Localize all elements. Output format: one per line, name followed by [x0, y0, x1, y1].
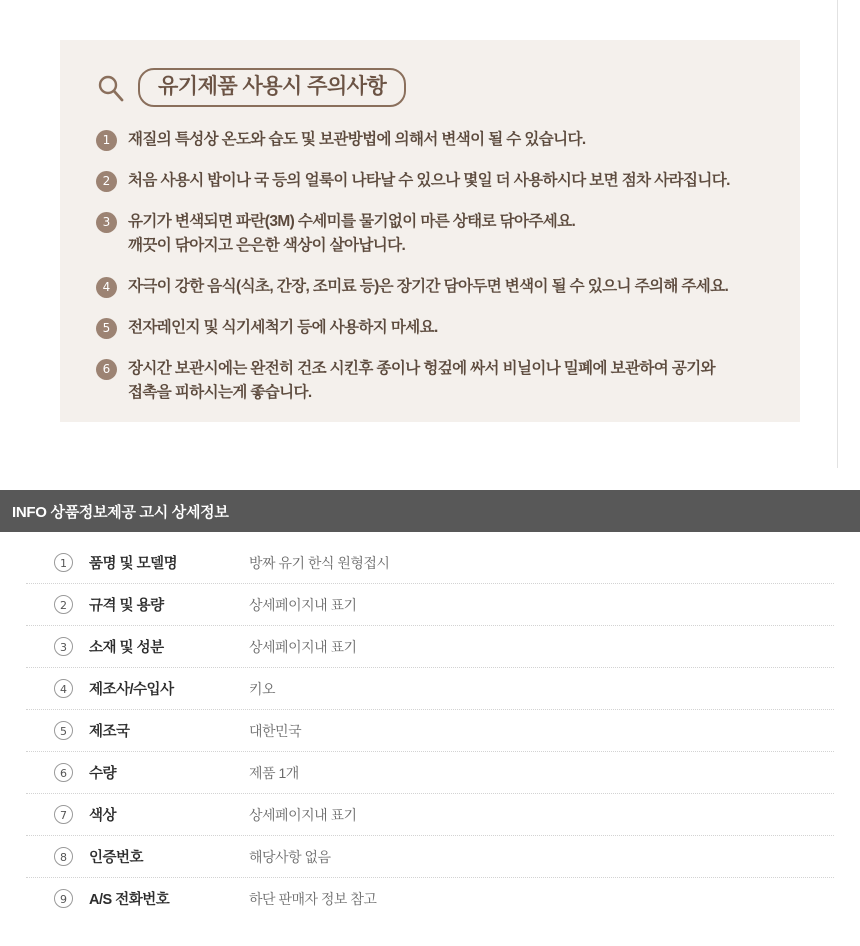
info-section-title: INFO 상품정보제공 고시 상세정보 — [12, 503, 229, 521]
notice-item-line: 자극이 강한 음식(식초, 간장, 조미료 등)은 장기간 담아두면 변색이 될 수 있으니 주의해 주세요. — [128, 278, 729, 296]
notice-item-text — [128, 128, 586, 152]
notice-panel — [60, 40, 800, 422]
table-row — [26, 752, 834, 794]
notice-item-number: 6 — [96, 359, 117, 380]
row-label: 제조사/수입사 — [89, 682, 174, 698]
notice-item-text — [128, 210, 575, 258]
notice-item-line: 접촉을 피하시는게 좋습니다. — [128, 384, 312, 402]
notice-item-text — [128, 169, 730, 193]
table-row — [26, 626, 834, 668]
notice-item — [96, 316, 776, 340]
notice-item — [96, 128, 776, 152]
notice-header — [96, 68, 406, 107]
notice-item-line: 유기가 변색되면 파란(3M) 수세미를 물기없이 마른 상태로 닦아주세요. — [128, 213, 576, 231]
notice-item — [96, 169, 776, 193]
row-label: 색상 — [89, 808, 117, 824]
row-label: 제조국 — [89, 724, 130, 740]
row-number: 1 — [54, 553, 73, 572]
table-row — [26, 878, 834, 919]
table-row — [26, 542, 834, 584]
notice-item-text — [128, 357, 715, 405]
row-value: 해당사항 없음 — [249, 848, 331, 865]
row-value: 방짜 유기 한식 원형접시 — [249, 554, 390, 571]
table-row — [26, 584, 834, 626]
notice-item-number: 3 — [96, 212, 117, 233]
row-label: 수량 — [89, 766, 117, 782]
notice-item-text — [128, 316, 438, 340]
row-number: 6 — [54, 763, 73, 782]
notice-item-line: 전자레인지 및 식기세척기 등에 사용하지 마세요. — [128, 319, 438, 337]
notice-item-number: 1 — [96, 130, 117, 151]
row-label: 규격 및 용량 — [89, 598, 164, 614]
row-label: 품명 및 모델명 — [89, 556, 178, 572]
product-info-table — [0, 532, 860, 919]
table-row — [26, 668, 834, 710]
info-section-header — [0, 490, 860, 532]
magnifier-icon — [96, 73, 126, 103]
notice-item-line: 장시간 보관시에는 완전히 건조 시킨후 종이나 헝겊에 싸서 비닐이나 밀폐에 보관하여 공기와 — [128, 360, 715, 378]
row-value: 상세페이지내 표기 — [249, 806, 357, 823]
table-row — [26, 710, 834, 752]
table-row — [26, 794, 834, 836]
notice-item-text — [128, 275, 728, 299]
notice-item — [96, 357, 776, 405]
row-value: 상세페이지내 표기 — [249, 596, 357, 613]
notice-item-number: 5 — [96, 318, 117, 339]
row-label: A/S 전화번호 — [89, 892, 170, 908]
row-number: 3 — [54, 637, 73, 656]
notice-list — [96, 128, 776, 422]
row-value: 상세페이지내 표기 — [249, 638, 357, 655]
row-value: 키오 — [249, 680, 276, 697]
notice-item-line: 처음 사용시 밥이나 국 등의 얼룩이 나타날 수 있으나 몇일 더 사용하시다 보면 점차 사라집니다. — [128, 172, 730, 190]
row-number: 7 — [54, 805, 73, 824]
notice-title: 유기제품 사용시 주의사항 — [138, 68, 406, 107]
row-number: 2 — [54, 595, 73, 614]
row-value: 대한민국 — [249, 722, 302, 739]
row-label: 소재 및 성분 — [89, 640, 164, 656]
row-number: 8 — [54, 847, 73, 866]
notice-item — [96, 275, 776, 299]
notice-item-number: 2 — [96, 171, 117, 192]
table-row — [26, 836, 834, 878]
row-label: 인증번호 — [89, 850, 144, 866]
row-value: 하단 판매자 정보 참고 — [249, 890, 377, 907]
row-number: 9 — [54, 889, 73, 908]
notice-item — [96, 210, 776, 258]
row-number: 4 — [54, 679, 73, 698]
notice-item-line: 깨끗이 닦아지고 은은한 색상이 살아납니다. — [128, 237, 406, 255]
row-number: 5 — [54, 721, 73, 740]
notice-item-line: 재질의 특성상 온도와 습도 및 보관방법에 의해서 변색이 될 수 있습니다. — [128, 131, 586, 148]
notice-item-number: 4 — [96, 277, 117, 298]
row-value: 제품 1개 — [249, 764, 299, 781]
notice-outer-frame — [22, 0, 838, 468]
